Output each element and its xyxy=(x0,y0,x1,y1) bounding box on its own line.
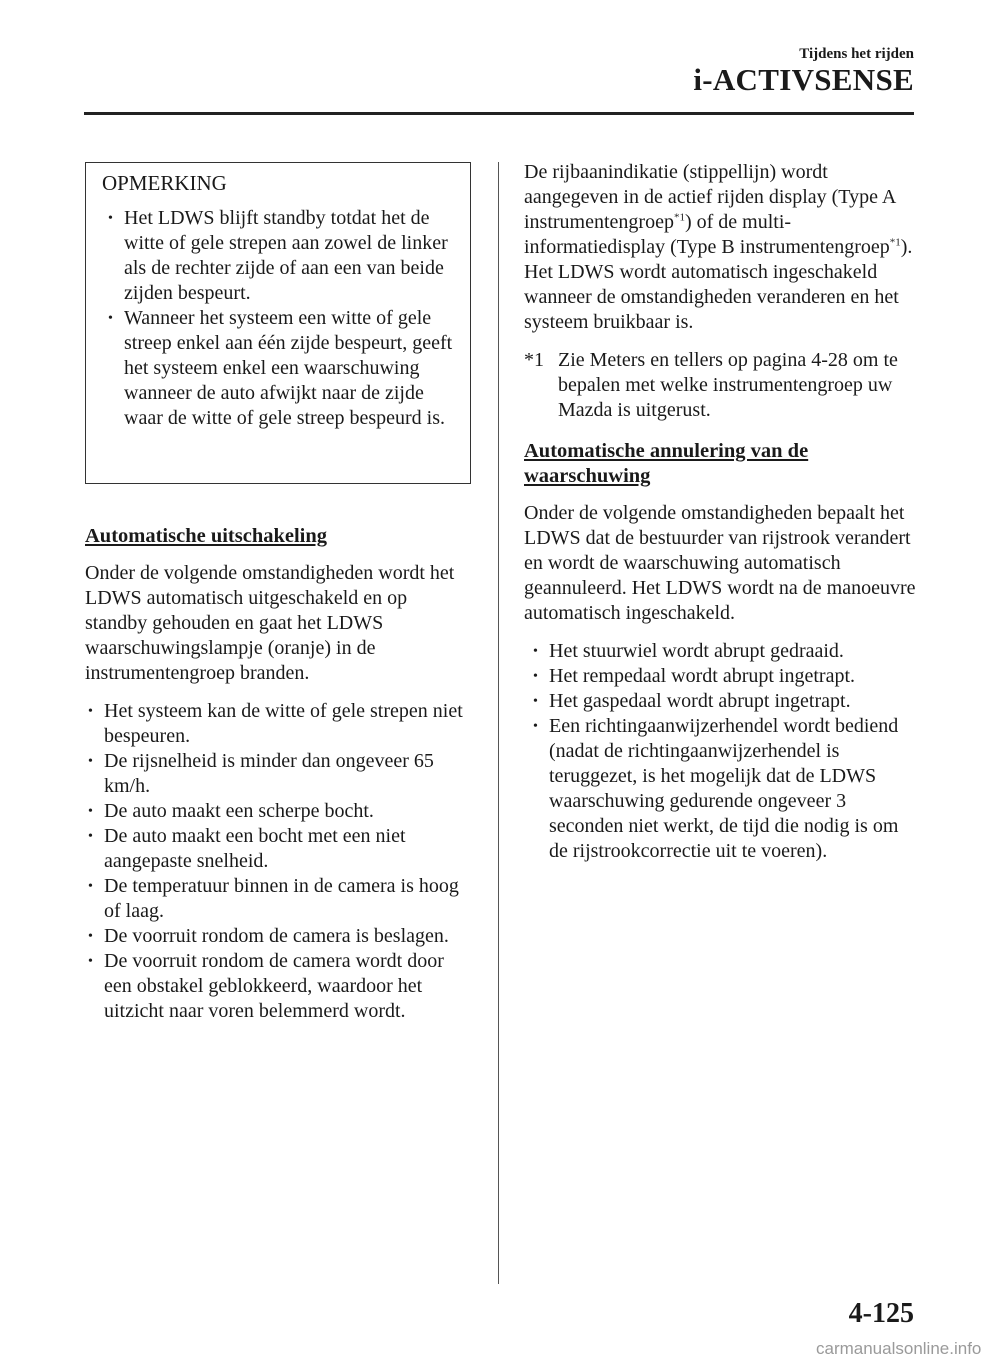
note-list xyxy=(102,206,458,431)
auto-cancel-intro: Onder de volgende omstandigheden bepaalt het LDWS dat de bestuurder van rijstrook verandert en wordt de waarschuwing automatisch geannuleerd. Het LDWS wordt na de manoeuvre automatisch ingeschakeld. xyxy=(524,502,916,624)
note-item: • Wanneer het systeem een witte of gele streep enkel aan één zijde bespeurt, geeft het systeem enkel een waarschuwing wanneer de auto afwijkt naar de zijde waar de witte of gele streep bespeurd is. xyxy=(102,306,458,431)
footnote-mark: *1 xyxy=(524,349,544,371)
column-divider xyxy=(498,162,499,1284)
list-item: • Het rempedaal wordt abrupt ingetrapt. xyxy=(530,664,916,689)
footnote-ref: *1 xyxy=(889,236,901,249)
note-box xyxy=(85,162,471,484)
lane-indication-text-2: ) of de multi-informatiedisplay (Type B instrumentengroep xyxy=(524,211,890,258)
list-item: • De voorruit rondom de camera is beslagen. xyxy=(85,924,471,949)
auto-cancel-title: Automatische annulering van de waarschuwing xyxy=(524,440,809,487)
watermark: carmanualsonline.info xyxy=(816,1336,960,1362)
page-number: 4-125 xyxy=(848,1298,914,1329)
footnote xyxy=(524,348,916,423)
auto-off-title: Automatische uitschakeling xyxy=(85,525,328,547)
note-title: OPMERKING xyxy=(102,171,227,195)
list-item: • Het systeem kan de witte of gele strepen niet bespeuren. xyxy=(85,699,471,749)
list-item: • Het stuurwiel wordt abrupt gedraaid. xyxy=(530,639,916,664)
lane-indication-paragraph xyxy=(524,160,916,260)
auto-on-paragraph: Het LDWS wordt automatisch ingeschakeld wanneer de omstandigheden veranderen en het systeem bruikbaar is. xyxy=(524,261,899,333)
auto-off-list xyxy=(85,699,471,1024)
header-rule xyxy=(84,112,914,115)
left-column xyxy=(85,162,471,1024)
list-item: • De voorruit rondom de camera wordt door een obstakel geblokkeerd, waardoor het uitzicht naar voren belemmerd wordt. xyxy=(85,949,471,1024)
auto-off-intro: Onder de volgende omstandigheden wordt het LDWS automatisch uitgeschakeld en op standby gehouden en gaat het LDWS waarschuwingslampje (oranje) in de instrumentengroep branden. xyxy=(85,562,455,684)
note-item: • Het LDWS blijft standby totdat het de witte of gele strepen aan zowel de linker als de rechter zijde of aan een van beide zijden bespeurt. xyxy=(102,206,458,306)
list-item: • Een richtingaanwijzerhendel wordt bediend (nadat de richtingaanwijzerhendel is teruggezet, is het mogelijk dat de LDWS waarschuwing gedurende ongeveer 3 seconden niet werkt, de tijd die nodig is om de rijstrookcorrectie uit te voeren). xyxy=(530,714,916,864)
list-item: • De temperatuur binnen in de camera is hoog of laag. xyxy=(85,874,471,924)
list-item: • De auto maakt een scherpe bocht. xyxy=(85,799,471,824)
auto-cancel-list xyxy=(524,639,916,864)
header-title: i-ACTIVSENSE xyxy=(693,62,914,97)
footnote-ref: *1 xyxy=(673,211,685,224)
footnote-text: Zie Meters en tellers op pagina 4-28 om te bepalen met welke instrumentengroep uw Mazda is uitgerust. xyxy=(558,349,898,421)
list-item: • De auto maakt een bocht met een niet aangepaste snelheid. xyxy=(85,824,471,874)
lane-indication-text-3: ). xyxy=(900,236,913,258)
header-section: Tijdens het rijden xyxy=(799,46,914,62)
lane-indication-text-1: De rijbaanindikatie (stippellijn) wordt aangegeven in de actief rijden display (Type A instrumentengroep xyxy=(524,161,896,233)
right-column xyxy=(524,160,916,864)
list-item: • Het gaspedaal wordt abrupt ingetrapt. xyxy=(530,689,916,714)
list-item: • De rijsnelheid is minder dan ongeveer 65 km/h. xyxy=(85,749,471,799)
